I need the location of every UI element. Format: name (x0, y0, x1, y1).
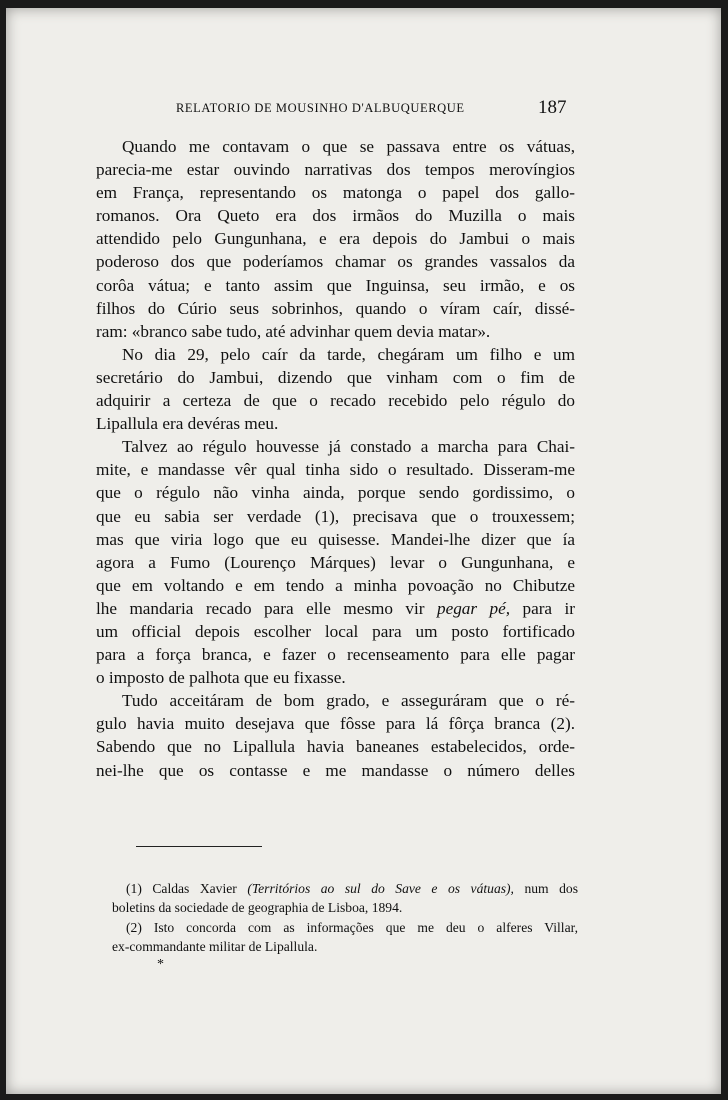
footnote-2: (2) Isto concorda com as informações que me deu o alferes Villar, (126, 919, 578, 935)
footnote-1 (112, 879, 578, 898)
text-run: (1) Caldas Xavier (126, 881, 248, 896)
text-line: secretário do Jambui, dizendo que vinham com o fim de (96, 367, 575, 387)
footnote-divider (136, 846, 262, 847)
page-number: 187 (538, 97, 567, 118)
text-line: poderoso dos que poderíamos chamar os grandes vassalos da (96, 252, 575, 272)
text-line: romanos. Ora Queto era dos irmãos do Muzilla o mais (96, 206, 575, 226)
text-line: mite, e mandasse vêr qual tinha sido o resultado. Disseram-me (96, 460, 575, 480)
text-line: agora a Fumo (Lourenço Márques) levar o Gungunhana, e (96, 552, 575, 572)
text-line (96, 597, 575, 620)
body-text (96, 135, 575, 782)
text-line: Sabendo que no Lipallula havia baneanes estabelecidos, orde- (96, 737, 575, 757)
text-line: mas que viria logo que eu quisesse. Mandei-lhe dizer que ía (96, 529, 575, 549)
text-line: parecia-me estar ouvindo narrativas dos tempos merovíngios (96, 160, 575, 180)
text-run: num dos (513, 881, 579, 896)
paragraph (96, 135, 575, 343)
text-line: Lipallula era devéras meu. (96, 414, 279, 434)
text-line: o imposto de palhota que eu fixasse. (96, 668, 346, 688)
footnote-1-continuation: boletins da sociedade de geographia de Lisboa, 1894. (112, 900, 403, 916)
text-line: nei-lhe que os contasse e me mandasse o número delles (96, 760, 575, 780)
italic-phrase: pegar pé, (436, 598, 511, 618)
text-line: adquirir a certeza de que o recado recebido pelo régulo do (96, 391, 575, 411)
paragraph (96, 435, 575, 689)
text-line: que o régulo não vinha ainda, porque sendo gordissimo, o (96, 483, 575, 503)
text-line: para a força branca, e fazer o recenseamento para elle pagar (96, 645, 575, 665)
text-line: um official depois escolher local para um posto fortificado (96, 621, 575, 641)
paragraph (96, 689, 575, 781)
italic-title: (Territórios ao sul do Save e os vátuas), (247, 881, 514, 896)
text-line: attendido pelo Gungunhana, e era depois do Jambui o mais (96, 229, 575, 249)
text-line: Tudo acceitáram de bom grado, e asseguráram que o ré- (122, 691, 575, 711)
text-line: em França, representando os matonga o papel dos gallo- (96, 183, 575, 203)
text-line: No dia 29, pelo caír da tarde, chegáram um filho e um (122, 344, 575, 364)
paragraph (96, 343, 575, 435)
running-title: RELATORIO DE MOUSINHO D'ALBUQUERQUE (176, 101, 465, 115)
footnote-2-continuation: ex-commandante militar de Lipallula. (112, 938, 318, 954)
asterisk-mark: * (157, 957, 164, 972)
text-line: que em voltando e em tendo a minha povoação no Chibutze (96, 575, 575, 595)
text-line: Quando me contavam o que se passava entre os vátuas, (122, 137, 575, 156)
text-line: Talvez ao régulo houvesse já constado a marcha para Chai- (122, 437, 575, 457)
text-line: que eu sabia ser verdade (1), precisava que o trouxessem; (96, 506, 575, 526)
footnotes (112, 879, 578, 956)
text-line: ram: «branco sabe tudo, até advinhar quem devia matar». (96, 321, 491, 341)
book-page (6, 8, 721, 1094)
text-run: para ir (510, 598, 575, 618)
page-header (6, 8, 721, 128)
text-line: gulo havia muito desejava que fôsse para lá fôrça branca (2). (96, 714, 575, 734)
text-line: filhos do Cúrio seus sobrinhos, quando o víram caír, dissé- (96, 298, 575, 318)
text-run: lhe mandaria recado para elle mesmo vir (96, 598, 437, 618)
text-line: corôa vátua; e tanto assim que Inguinsa, seu irmão, e os (96, 275, 575, 295)
